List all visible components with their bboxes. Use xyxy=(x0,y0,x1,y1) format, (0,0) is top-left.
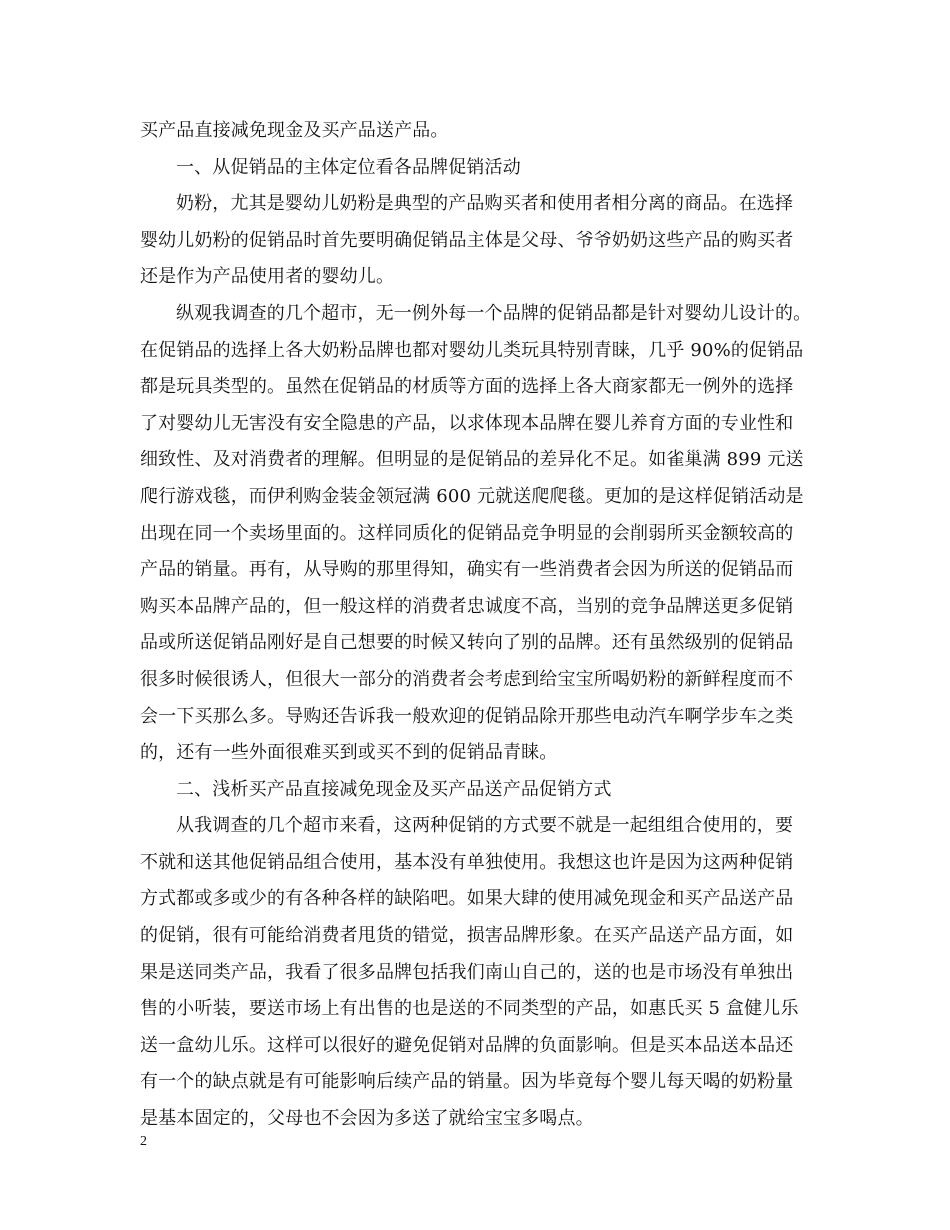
body-text xyxy=(140,113,820,1138)
text-line: 从我调查的几个超市来看，这两种促销的方式要不就是一起组组合使用的，要 xyxy=(176,815,794,837)
text-line: 纵观我调查的几个超市，无一例外每一个品牌的促销品都是针对婴幼儿设计的。 xyxy=(176,302,812,324)
text-line: 购买本品牌产品的，但一般这样的消费者忠诚度不高，当别的竞争品牌送更多促销 xyxy=(140,595,794,617)
text-line: 一、从促销品的主体定位看各品牌促销活动 xyxy=(176,156,521,178)
text-line: 不就和送其他促销品组合使用，基本没有单独使用。我想这也许是因为这两种促销 xyxy=(140,851,794,873)
text-line: 的，还有一些外面很难买到或买不到的促销品青睐。 xyxy=(140,742,558,764)
text-line: 方式都或多或少的有各种各样的缺陷吧。如果大肆的使用减免现金和买产品送产品 xyxy=(140,888,794,910)
text-line: 有一个的缺点就是有可能影响后续产品的销量。因为毕竟每个婴儿每天喝的奶粉量 xyxy=(140,1071,794,1093)
page-number: 2 xyxy=(140,1134,147,1149)
text-line: 婴幼儿奶粉的促销品时首先要明确促销品主体是父母、爷爷奶奶这些产品的购买者 xyxy=(140,229,794,251)
text-line: 爬行游戏毯，而伊利购金装金领冠满 600 元就送爬爬毯。更加的是这样促销活动是 xyxy=(140,485,804,507)
text-line: 产品的销量。再有，从导购的那里得知，确实有一些消费者会因为所送的促销品而 xyxy=(140,559,794,581)
text-line: 果是送同类产品，我看了很多品牌包括我们南山自己的，送的也是市场没有单独出 xyxy=(140,961,794,983)
text-line: 奶粉，尤其是婴幼儿奶粉是典型的产品购买者和使用者相分离的商品。在选择 xyxy=(176,193,794,215)
text-line: 买产品直接减免现金及买产品送产品。 xyxy=(140,120,449,141)
text-line: 在促销品的选择上各大奶粉品牌也都对婴幼儿类玩具特别青睐，几乎 90%的促销品 xyxy=(140,339,804,361)
text-line: 送一盒幼儿乐。这样可以很好的避免促销对品牌的负面影响。但是买本品送本品还 xyxy=(140,1034,794,1056)
text-line: 售的小听装，要送市场上有出售的也是送的不同类型的产品，如惠氏买 5 盒健儿乐 xyxy=(140,998,799,1020)
text-line: 品或所送促销品刚好是自己想要的时候又转向了别的品牌。还有虽然级别的促销品 xyxy=(140,632,794,654)
text-line: 还是作为产品使用者的婴幼儿。 xyxy=(140,266,395,288)
text-line: 了对婴幼儿无害没有安全隐患的产品，以求体现本品牌在婴儿养育方面的专业性和 xyxy=(140,412,794,434)
text-line: 很多时候很诱人，但很大一部分的消费者会考虑到给宝宝所喝奶粉的新鲜程度而不 xyxy=(140,668,794,690)
text-line: 是基本固定的，父母也不会因为多送了就给宝宝多喝点。 xyxy=(140,1108,594,1130)
text-line: 二、浅析买产品直接减免现金及买产品送产品促销方式 xyxy=(176,778,612,800)
text-line: 都是玩具类型的。虽然在促销品的材质等方面的选择上各大商家都无一例外的选择 xyxy=(140,376,794,398)
text-line: 细致性、及对消费者的理解。但明显的是促销品的差异化不足。如雀巢满 899 元送 xyxy=(140,449,804,471)
text-line: 出现在同一个卖场里面的。这样同质化的促销品竞争明显的会削弱所买金额较高的 xyxy=(140,522,794,544)
text-line: 会一下买那么多。导购还告诉我一般欢迎的促销品除开那些电动汽车啊学步车之类 xyxy=(140,705,794,727)
text-line: 的促销，很有可能给消费者甩货的错觉，损害品牌形象。在买产品送产品方面，如 xyxy=(140,925,794,947)
